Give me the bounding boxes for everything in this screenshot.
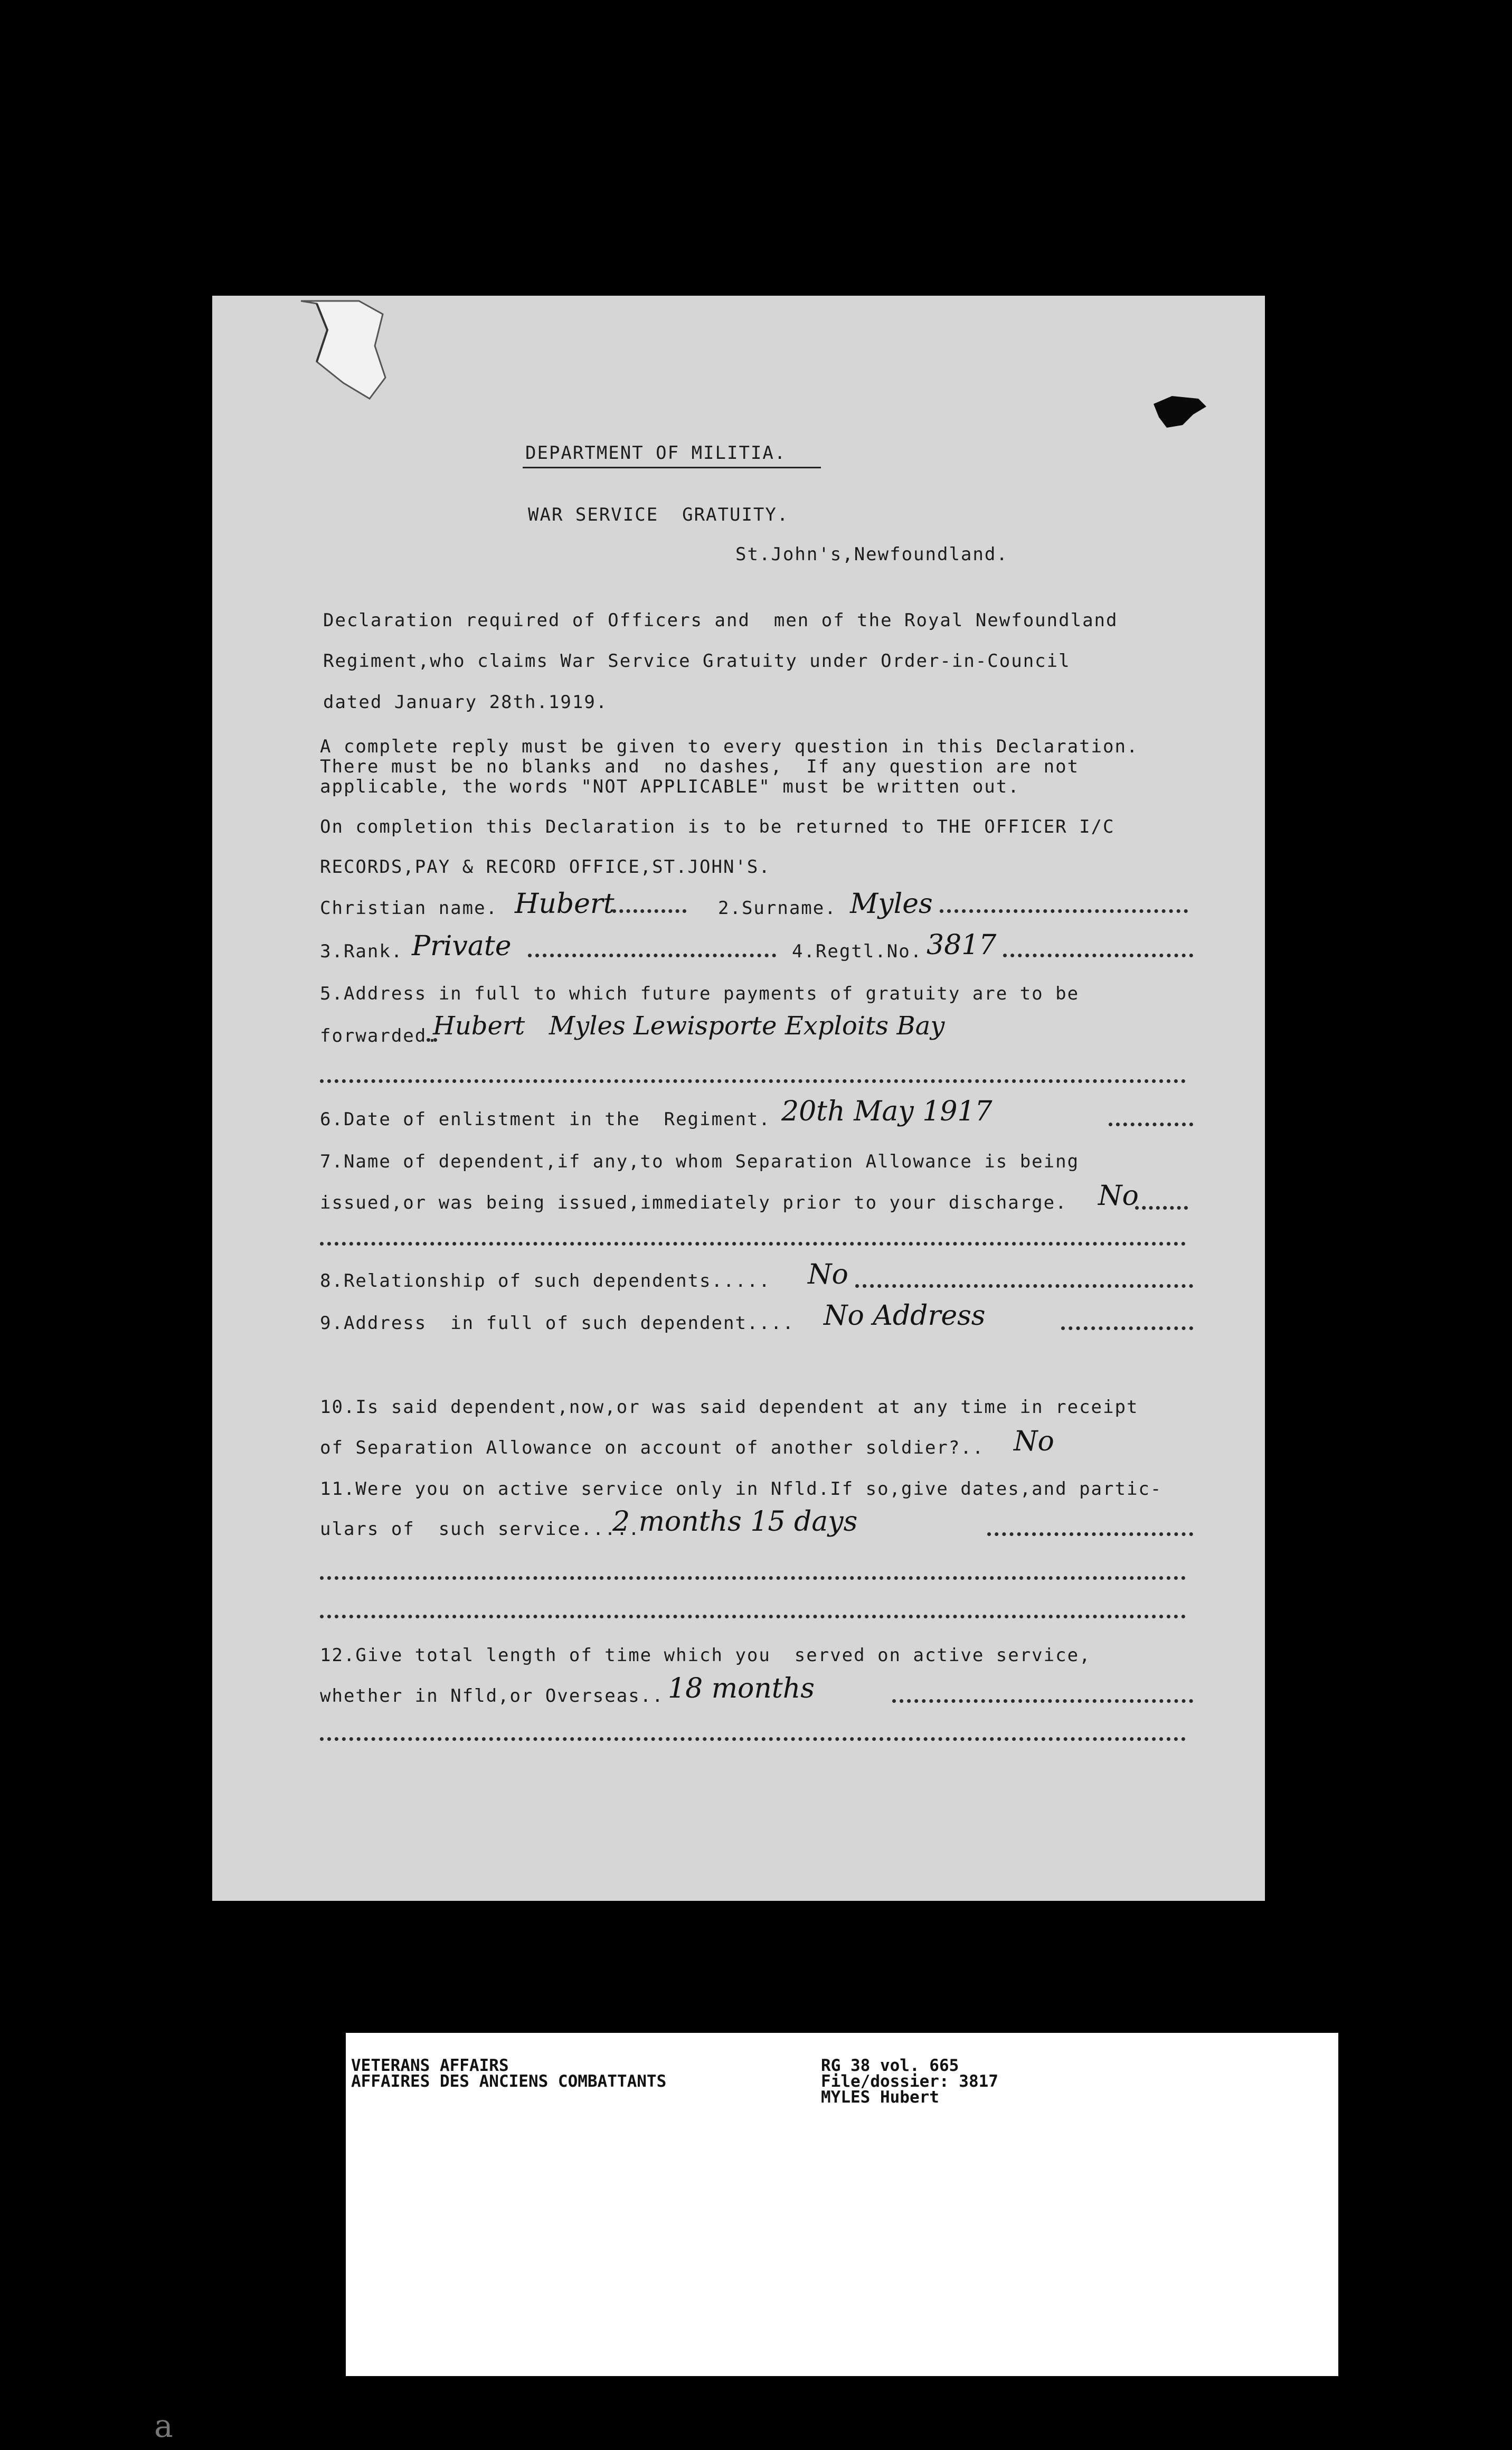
surname-value: Myles [850,888,933,920]
form-place: St.John's,Newfoundland. [735,544,1008,565]
q8-dots [855,1284,1193,1288]
q7-line-2: issued,or was being issued,immediately prior to your discharge. [320,1192,1067,1213]
instruction-line-3: applicable, the words "NOT APPLICABLE" must be written out. [320,776,1020,797]
intro-line-2: Regiment,who claims War Service Gratuity under Order-in-Council [323,651,1071,672]
christian-name-label: Christian name. [320,898,498,919]
ink-blot [1151,393,1209,430]
surname-label: 2.Surname. [718,898,837,919]
form-subtitle: WAR SERVICE GRATUITY. [528,504,789,525]
return-line-1: On completion this Declaration is to be returned to THE OFFICER I/C [320,816,1115,837]
card-volume: RG 38 vol. 665 [821,2056,959,2075]
card-dept-en: VETERANS AFFAIRS [351,2056,509,2075]
regtl-no-value: 3817 [927,929,997,961]
rank-dots [528,954,776,957]
q11-dots-1 [987,1532,1193,1536]
q9-value: No Address [824,1300,986,1332]
christian-name-dots [612,909,686,913]
q10-line-2: of Separation Allowance on account of another soldier?.. [320,1437,985,1458]
q7-dots-1 [1135,1206,1188,1210]
q5-dots-1 [427,1038,437,1042]
intro-line-1: Declaration required of Officers and men of the Royal Newfoundland [323,610,1118,631]
q11-dots-2 [320,1576,1186,1580]
q11-line-1: 11.Were you on active service only in Nfld.If so,give dates,and partic- [320,1478,1163,1500]
q5-dots-2 [320,1079,1186,1083]
q12-dots-2 [320,1737,1186,1741]
q8-label: 8.Relationship of such dependents..... [320,1270,771,1292]
enlistment-label: 6.Date of enlistment in the Regiment. [320,1109,771,1130]
card-file: File/dossier: 3817 [821,2072,998,2091]
q7-line-1: 7.Name of dependent,if any,to whom Separation Allowance is being [320,1151,1080,1172]
q7-value: No [1098,1180,1139,1212]
regtl-no-dots [1003,954,1193,957]
form-title: DEPARTMENT OF MILITIA. [525,442,787,464]
instruction-line-1: A complete reply must be given to every question in this Declaration. [320,736,1139,757]
q11-line-2: ulars of such service..... [320,1519,640,1540]
q12-line-1: 12.Give total length of time which you served on active service, [320,1645,1091,1666]
title-underline [523,467,821,468]
q12-value: 18 months [668,1673,815,1704]
q5-line-1: 5.Address in full to which future payments of gratuity are to be [320,983,1080,1004]
surname-dots [940,909,1188,913]
q12-dots-1 [892,1699,1193,1703]
q11-value: 2 months 15 days [612,1506,858,1538]
q10-line-1: 10.Is said dependent,now,or was said dependent at any time in receipt [320,1397,1139,1418]
corner-mark: a [154,2408,173,2445]
q9-label: 9.Address in full of such dependent.... [320,1313,795,1334]
q12-line-2: whether in Nfld,or Overseas.. [320,1685,664,1707]
instruction-line-2: There must be no blanks and no dashes, If any question are not [320,756,1080,777]
card-name: MYLES Hubert [821,2088,939,2107]
return-line-2: RECORDS,PAY & RECORD OFFICE,ST.JOHN'S. [320,856,771,878]
q9-dots [1061,1326,1193,1330]
q8-value: No [808,1259,848,1290]
q11-dots-3 [320,1615,1186,1618]
enlistment-dots [1109,1123,1193,1126]
christian-name-value: Hubert [515,888,615,920]
torn-corner [296,298,391,404]
q7-dots-2 [320,1242,1186,1246]
rank-label: 3.Rank. [320,941,403,962]
q5-address-value: Hubert Myles Lewisporte Exploits Bay [433,1011,945,1041]
card-dept-fr: AFFAIRES DES ANCIENS COMBATTANTS [351,2072,667,2091]
q10-value: No [1014,1426,1054,1457]
q5-forwarded-label: forwarded. [320,1025,439,1047]
rank-value: Private [412,930,512,962]
intro-line-3: dated January 28th.1919. [323,692,608,713]
enlistment-value: 20th May 1917 [781,1096,993,1127]
regtl-no-label: 4.Regtl.No. [792,941,923,962]
